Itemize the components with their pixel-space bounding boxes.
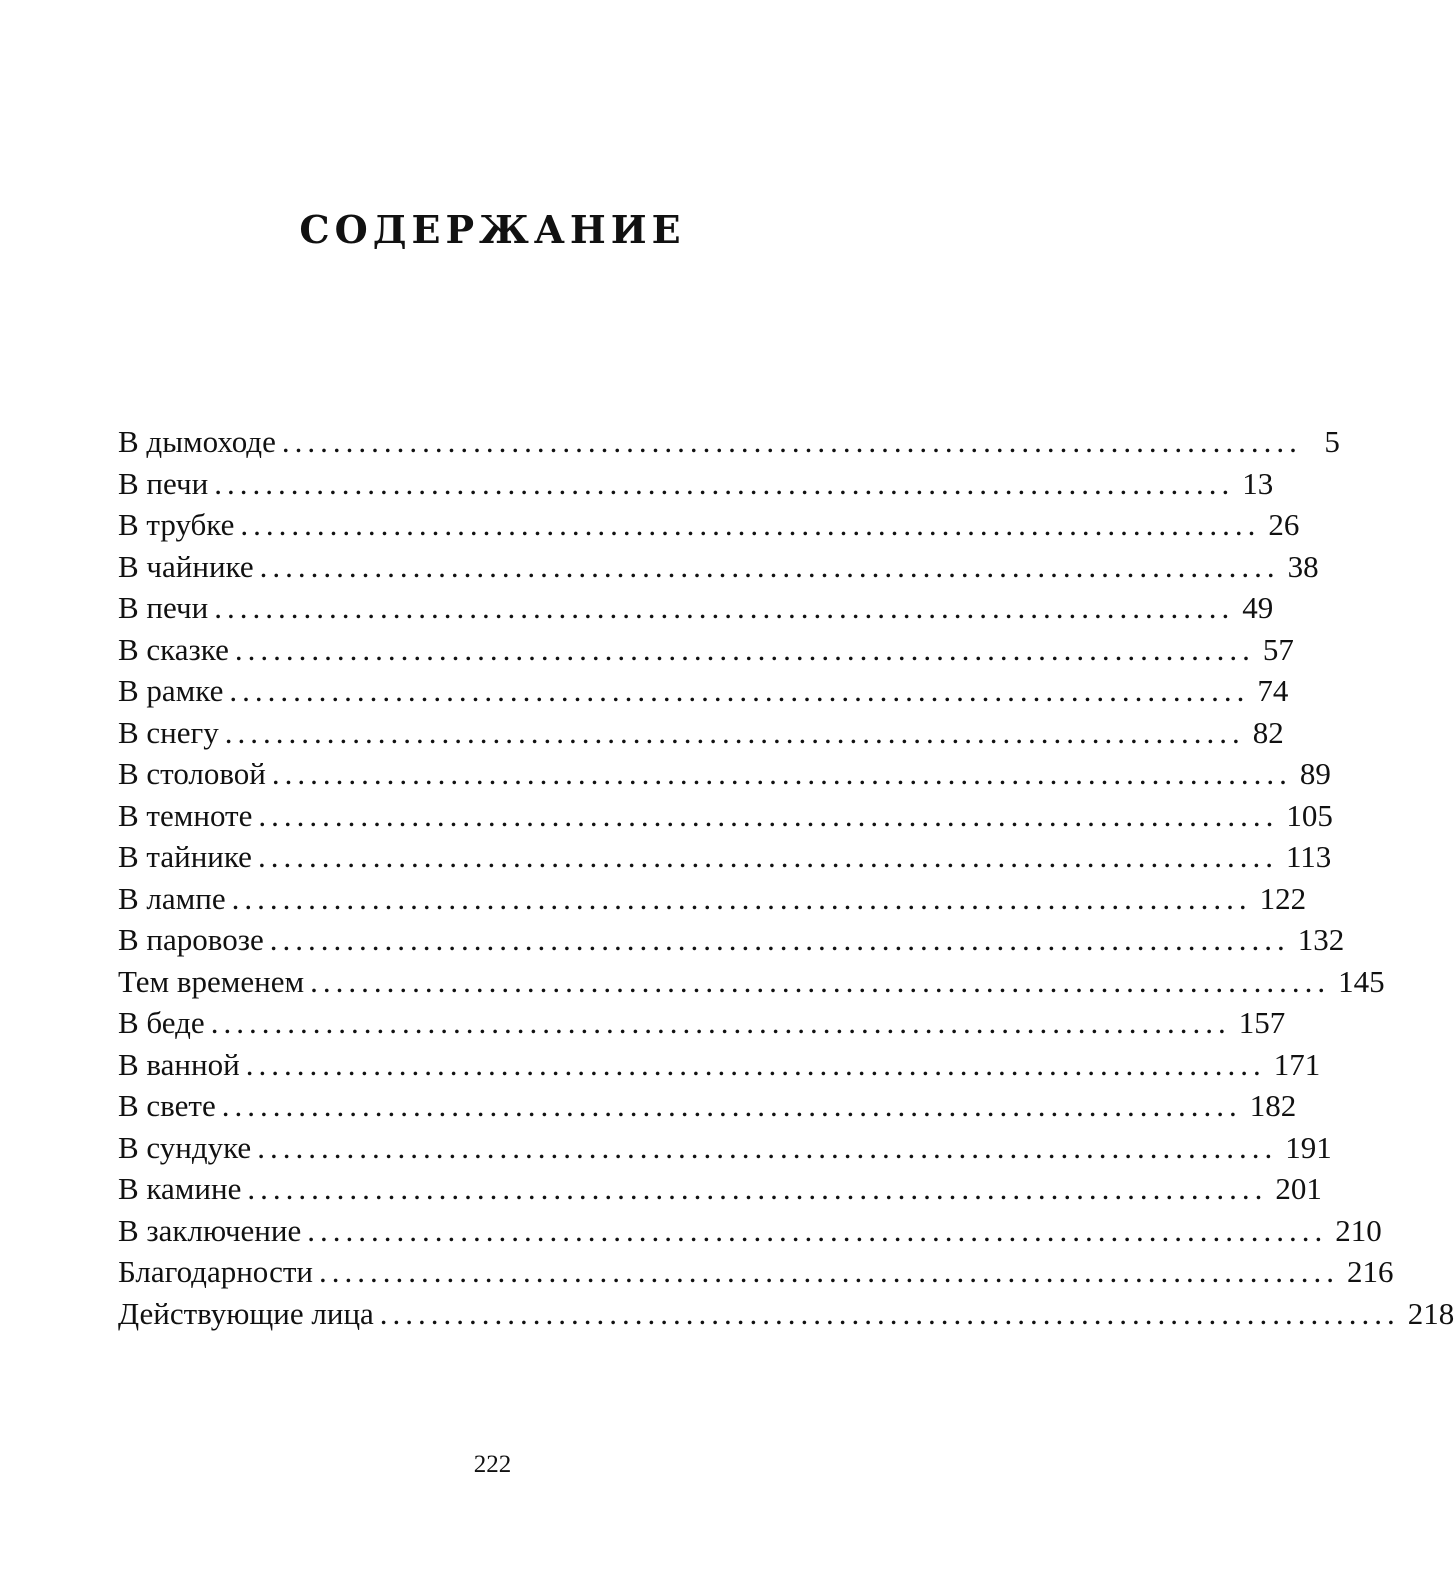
toc-entry-page: 82 <box>1252 714 1284 750</box>
toc-entry <box>118 919 1345 961</box>
dot-leader: ................................................................................ <box>379 1295 1400 1331</box>
toc-entry-page: 13 <box>1242 465 1274 501</box>
dot-leader: ................................................................................ <box>229 673 1250 708</box>
toc-entry-title: В сказке <box>118 631 229 667</box>
toc-entry <box>118 712 1284 754</box>
toc-entry-page: 5 <box>1324 424 1340 459</box>
toc-entry <box>118 1085 1297 1127</box>
dot-leader: ................................................................................ <box>240 507 1261 542</box>
table-of-contents <box>118 421 1454 1334</box>
toc-entry-title: В печи <box>118 590 209 625</box>
dot-leader: ................................................................................ <box>269 922 1290 957</box>
dot-leader: ................................................................................ <box>214 590 1235 625</box>
toc-entry <box>118 504 1300 546</box>
toc-entry <box>118 1210 1382 1252</box>
toc-entry-title: В печи <box>118 465 209 501</box>
toc-entry-title: В паровозе <box>118 922 264 957</box>
toc-entry-page: 216 <box>1346 1254 1394 1289</box>
toc-entry <box>118 1002 1286 1044</box>
toc-entry-page: 89 <box>1299 756 1331 791</box>
dot-leader: ................................................................................ <box>307 1212 1328 1248</box>
toc-entry-title: В чайнике <box>118 548 254 584</box>
toc-entry-title: В сундуке <box>118 1129 252 1165</box>
toc-entry <box>118 546 1319 588</box>
toc-entry-title: В тайнике <box>118 839 252 874</box>
toc-entry <box>118 1251 1394 1293</box>
toc-entry <box>118 587 1274 629</box>
toc-entry <box>118 795 1333 837</box>
dot-leader: ................................................................................ <box>318 1254 1339 1289</box>
toc-entry-page: 122 <box>1259 880 1307 916</box>
dot-leader: ................................................................................ <box>214 465 1235 501</box>
toc-entry-page: 157 <box>1238 1005 1286 1040</box>
toc-entry-page: 182 <box>1249 1088 1297 1123</box>
toc-entry-page: 113 <box>1285 839 1332 874</box>
toc-entry-page: 171 <box>1273 1046 1321 1082</box>
toc-entry-page: 145 <box>1338 963 1385 999</box>
toc-entry-title: В ванной <box>118 1046 240 1082</box>
toc-entry-title: В трубке <box>118 507 235 542</box>
toc-entry-page: 57 <box>1262 631 1294 667</box>
toc-entry-title: В лампе <box>118 880 226 916</box>
toc-entry <box>118 1044 1321 1086</box>
dot-leader: ................................................................................ <box>224 714 1245 750</box>
toc-entry <box>118 421 1340 463</box>
toc-entry-title: В свете <box>118 1088 216 1123</box>
toc-entry-page: 26 <box>1268 507 1300 542</box>
toc-entry <box>118 1127 1332 1169</box>
page-number: 222 <box>473 1451 512 1478</box>
dot-leader: ................................................................................ <box>221 1088 1242 1123</box>
dot-leader: ................................................................................ <box>234 631 1255 667</box>
toc-entry-title: Действующие лица <box>118 1295 374 1331</box>
toc-entry <box>118 670 1289 712</box>
toc-entry-page: 132 <box>1297 922 1345 957</box>
toc-entry-page: 210 <box>1335 1212 1382 1248</box>
toc-entry <box>118 878 1307 920</box>
toc-entry-page: 201 <box>1275 1171 1322 1206</box>
toc-entry <box>118 1293 1454 1335</box>
dot-leader: ................................................................................ <box>281 424 1302 459</box>
toc-entry <box>118 463 1274 505</box>
toc-entry <box>118 836 1332 878</box>
toc-entry-page: 218 <box>1407 1295 1454 1331</box>
dot-leader: ................................................................................ <box>258 797 1279 833</box>
dot-leader: ................................................................................ <box>210 1005 1231 1040</box>
toc-entry <box>118 629 1294 671</box>
toc-entry-page: 38 <box>1287 548 1319 584</box>
toc-entry <box>118 753 1331 795</box>
dot-leader: ................................................................................ <box>259 548 1280 584</box>
toc-entry-title: В рамке <box>118 673 224 708</box>
toc-entry-title: В заключение <box>118 1212 302 1248</box>
toc-entry-title: В камине <box>118 1171 242 1206</box>
toc-entry <box>118 961 1385 1003</box>
toc-entry-title: В снегу <box>118 714 219 750</box>
toc-entry <box>118 1168 1322 1210</box>
toc-entry-title: В темноте <box>118 797 253 833</box>
dot-leader: ................................................................................ <box>310 963 1331 999</box>
toc-entry-title: В дымоходе <box>118 424 276 459</box>
toc-entry-title: В беде <box>118 1005 205 1040</box>
dot-leader: ................................................................................ <box>245 1046 1266 1082</box>
toc-entry-page: 49 <box>1242 590 1274 625</box>
dot-leader: ................................................................................ <box>257 839 1278 874</box>
dot-leader: ................................................................................ <box>247 1171 1268 1206</box>
toc-entry-title: Тем временем <box>118 963 305 999</box>
toc-entry-page: 105 <box>1286 797 1333 833</box>
toc-entry-title: Благодарности <box>118 1254 313 1289</box>
page-title: СОДЕРЖАНИЕ <box>299 207 686 252</box>
dot-leader: ................................................................................ <box>257 1129 1278 1165</box>
toc-entry-page: 74 <box>1257 673 1289 708</box>
dot-leader: ................................................................................ <box>271 756 1292 791</box>
dot-leader: ................................................................................ <box>231 880 1252 916</box>
toc-entry-title: В столовой <box>118 756 266 791</box>
toc-entry-page: 191 <box>1285 1129 1332 1165</box>
